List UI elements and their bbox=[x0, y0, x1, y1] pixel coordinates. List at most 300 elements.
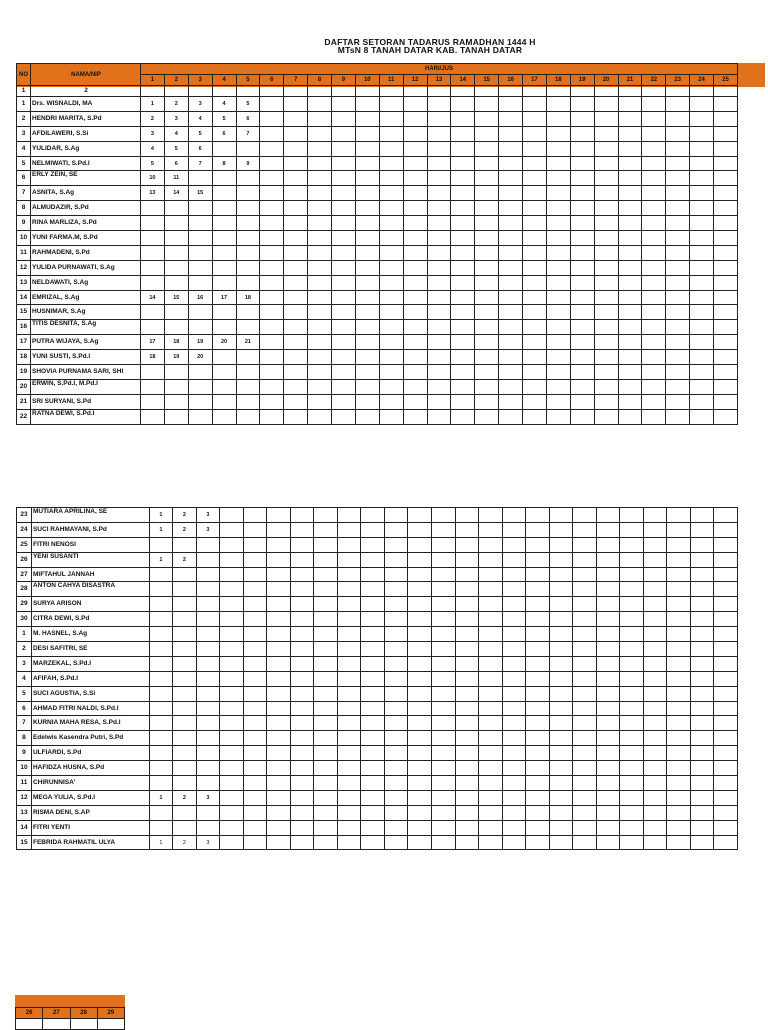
empty-cell bbox=[384, 508, 408, 523]
empty-cell bbox=[499, 305, 523, 320]
empty-cell bbox=[523, 290, 547, 305]
table-row bbox=[17, 835, 738, 850]
empty-cell bbox=[594, 216, 618, 231]
empty-cell bbox=[308, 231, 332, 246]
empty-cell bbox=[526, 820, 550, 835]
empty-cell bbox=[332, 394, 356, 409]
empty-cell bbox=[549, 582, 573, 597]
teacher-name: YUNI SUSTI, S.Pd.I bbox=[31, 350, 141, 365]
empty-cell bbox=[308, 97, 332, 112]
empty-cell bbox=[97, 1019, 124, 1030]
empty-cell bbox=[526, 567, 550, 582]
empty-cell bbox=[212, 379, 236, 394]
empty-cell bbox=[220, 612, 244, 627]
empty-cell bbox=[149, 597, 173, 612]
empty-cell bbox=[643, 537, 667, 552]
empty-cell bbox=[284, 141, 308, 156]
empty-cell bbox=[332, 245, 356, 260]
empty-cell bbox=[666, 350, 690, 365]
row-number: 20 bbox=[17, 379, 31, 394]
empty-cell bbox=[549, 522, 573, 537]
empty-cell bbox=[361, 731, 385, 746]
table-row bbox=[17, 365, 738, 380]
empty-cell bbox=[479, 656, 503, 671]
empty-cell bbox=[570, 379, 594, 394]
empty-cell bbox=[526, 642, 550, 657]
empty-cell bbox=[546, 365, 570, 380]
empty-cell bbox=[667, 537, 691, 552]
empty-cell bbox=[212, 201, 236, 216]
empty-cell bbox=[502, 522, 526, 537]
empty-cell bbox=[308, 171, 332, 186]
empty-cell bbox=[455, 612, 479, 627]
row-number: 27 bbox=[17, 567, 32, 582]
empty-cell bbox=[149, 776, 173, 791]
empty-cell bbox=[451, 171, 475, 186]
empty-cell bbox=[666, 126, 690, 141]
empty-cell bbox=[475, 126, 499, 141]
empty-cell bbox=[260, 86, 284, 97]
empty-cell bbox=[384, 522, 408, 537]
row-number: 12 bbox=[17, 790, 32, 805]
empty-cell bbox=[690, 552, 714, 567]
day-column-header: 9 bbox=[332, 75, 356, 86]
empty-cell bbox=[455, 716, 479, 731]
empty-cell bbox=[384, 597, 408, 612]
empty-cell bbox=[403, 275, 427, 290]
empty-cell bbox=[403, 394, 427, 409]
empty-cell bbox=[499, 231, 523, 246]
empty-cell bbox=[523, 394, 547, 409]
empty-cell bbox=[667, 805, 691, 820]
juz-entry: 2 bbox=[173, 552, 197, 567]
empty-cell bbox=[290, 731, 314, 746]
empty-cell bbox=[594, 350, 618, 365]
empty-cell bbox=[243, 627, 267, 642]
empty-cell bbox=[596, 746, 620, 761]
empty-cell bbox=[337, 761, 361, 776]
empty-cell bbox=[620, 776, 644, 791]
empty-cell bbox=[314, 686, 338, 701]
teacher-name: YULIDA PURNAWATI, S.Ag bbox=[31, 260, 141, 275]
empty-cell bbox=[196, 597, 220, 612]
empty-cell bbox=[618, 409, 642, 424]
empty-cell bbox=[479, 761, 503, 776]
juz-entry: 5 bbox=[164, 141, 188, 156]
empty-cell bbox=[714, 716, 738, 731]
empty-cell bbox=[620, 671, 644, 686]
empty-cell bbox=[355, 320, 379, 335]
empty-cell bbox=[196, 701, 220, 716]
empty-cell bbox=[620, 686, 644, 701]
empty-cell bbox=[714, 805, 738, 820]
empty-cell bbox=[379, 86, 403, 97]
empty-cell bbox=[243, 776, 267, 791]
empty-cell bbox=[212, 365, 236, 380]
row-number: 11 bbox=[17, 245, 31, 260]
day-column-header: 21 bbox=[618, 75, 642, 86]
empty-cell bbox=[243, 582, 267, 597]
empty-cell bbox=[314, 522, 338, 537]
empty-cell bbox=[379, 365, 403, 380]
empty-cell bbox=[546, 409, 570, 424]
day-column-header: 6 bbox=[260, 75, 284, 86]
empty-cell bbox=[236, 141, 260, 156]
empty-cell bbox=[314, 776, 338, 791]
empty-cell bbox=[427, 216, 451, 231]
empty-cell bbox=[308, 111, 332, 126]
row-number: 30 bbox=[17, 612, 32, 627]
empty-cell bbox=[714, 320, 738, 335]
empty-cell bbox=[149, 805, 173, 820]
empty-cell bbox=[596, 567, 620, 582]
empty-cell bbox=[502, 552, 526, 567]
empty-cell bbox=[220, 597, 244, 612]
empty-cell bbox=[451, 394, 475, 409]
empty-cell bbox=[526, 835, 550, 850]
empty-cell bbox=[594, 305, 618, 320]
table-row bbox=[17, 245, 738, 260]
empty-cell bbox=[308, 186, 332, 201]
empty-cell bbox=[290, 582, 314, 597]
empty-cell bbox=[379, 350, 403, 365]
empty-cell bbox=[570, 320, 594, 335]
empty-cell bbox=[643, 820, 667, 835]
empty-cell bbox=[526, 656, 550, 671]
juz-entry: 1 bbox=[149, 552, 173, 567]
empty-cell bbox=[666, 394, 690, 409]
juz-entry: 1 bbox=[149, 790, 173, 805]
empty-cell bbox=[149, 612, 173, 627]
empty-cell bbox=[526, 790, 550, 805]
empty-cell bbox=[455, 686, 479, 701]
empty-cell bbox=[141, 379, 165, 394]
teacher-name: AFDILAWERI, S.Si bbox=[31, 126, 141, 141]
empty-cell bbox=[475, 350, 499, 365]
row-number: 22 bbox=[17, 409, 31, 424]
empty-cell bbox=[642, 245, 666, 260]
empty-cell bbox=[196, 582, 220, 597]
empty-cell bbox=[642, 86, 666, 97]
day-column-header: 24 bbox=[690, 75, 714, 86]
empty-cell bbox=[408, 761, 432, 776]
empty-cell bbox=[408, 582, 432, 597]
empty-cell bbox=[290, 701, 314, 716]
empty-cell bbox=[526, 701, 550, 716]
empty-cell bbox=[523, 216, 547, 231]
row-number: 21 bbox=[17, 394, 31, 409]
teacher-name: Edelwis Kasendra Putri, S.Pd bbox=[31, 731, 149, 746]
empty-cell bbox=[690, 335, 714, 350]
empty-cell bbox=[384, 790, 408, 805]
empty-cell bbox=[714, 305, 738, 320]
empty-cell bbox=[212, 350, 236, 365]
empty-cell bbox=[290, 776, 314, 791]
empty-cell bbox=[690, 776, 714, 791]
empty-cell bbox=[236, 260, 260, 275]
empty-cell bbox=[379, 275, 403, 290]
row-number: 28 bbox=[17, 582, 32, 597]
empty-cell bbox=[690, 716, 714, 731]
empty-cell bbox=[260, 320, 284, 335]
empty-cell bbox=[149, 746, 173, 761]
teacher-name: HENDRI MARITA, S.Pd bbox=[31, 111, 141, 126]
empty-cell bbox=[196, 776, 220, 791]
teacher-name: AFIFAH, S.Pd.I bbox=[31, 671, 149, 686]
empty-cell bbox=[314, 597, 338, 612]
empty-cell bbox=[196, 567, 220, 582]
empty-cell bbox=[403, 126, 427, 141]
teacher-name: SRI SURYANI, S.Pd bbox=[31, 394, 141, 409]
empty-cell bbox=[523, 186, 547, 201]
empty-cell bbox=[403, 97, 427, 112]
empty-cell bbox=[427, 186, 451, 201]
teacher-name: NELMIWATI, S.Pd.I bbox=[31, 156, 141, 171]
empty-cell bbox=[384, 776, 408, 791]
empty-cell bbox=[384, 746, 408, 761]
empty-cell bbox=[149, 701, 173, 716]
empty-cell bbox=[149, 537, 173, 552]
empty-cell bbox=[188, 201, 212, 216]
empty-cell bbox=[337, 537, 361, 552]
empty-cell bbox=[260, 350, 284, 365]
juz-entry: 7 bbox=[188, 156, 212, 171]
empty-cell bbox=[427, 409, 451, 424]
empty-cell bbox=[643, 671, 667, 686]
empty-cell bbox=[549, 805, 573, 820]
empty-cell bbox=[173, 731, 197, 746]
empty-cell bbox=[188, 86, 212, 97]
empty-cell bbox=[355, 186, 379, 201]
empty-cell bbox=[284, 171, 308, 186]
empty-cell bbox=[526, 582, 550, 597]
empty-cell bbox=[499, 409, 523, 424]
juz-entry: 18 bbox=[141, 350, 165, 365]
empty-cell bbox=[188, 216, 212, 231]
juz-entry: 4 bbox=[164, 126, 188, 141]
empty-cell bbox=[573, 508, 597, 523]
empty-cell bbox=[642, 260, 666, 275]
row-number: 14 bbox=[17, 290, 31, 305]
empty-cell bbox=[714, 776, 738, 791]
empty-cell bbox=[526, 746, 550, 761]
empty-cell bbox=[714, 790, 738, 805]
empty-cell bbox=[384, 642, 408, 657]
day-column-header: 25 bbox=[714, 75, 738, 86]
empty-cell bbox=[427, 305, 451, 320]
empty-cell bbox=[451, 201, 475, 216]
teacher-name: YUNI FARMA.M, S.Pd bbox=[31, 231, 141, 246]
empty-cell bbox=[714, 335, 738, 350]
teacher-name: SHOVIA PURNAMA SARI, SHI bbox=[31, 365, 141, 380]
empty-cell bbox=[267, 776, 291, 791]
empty-cell bbox=[260, 379, 284, 394]
empty-cell bbox=[427, 231, 451, 246]
empty-cell bbox=[594, 379, 618, 394]
table-row bbox=[17, 567, 738, 582]
empty-cell bbox=[290, 805, 314, 820]
empty-cell bbox=[284, 201, 308, 216]
empty-cell bbox=[451, 86, 475, 97]
empty-cell bbox=[432, 582, 456, 597]
empty-cell bbox=[526, 731, 550, 746]
empty-cell bbox=[361, 820, 385, 835]
empty-cell bbox=[332, 171, 356, 186]
empty-cell bbox=[361, 597, 385, 612]
empty-cell bbox=[188, 275, 212, 290]
teacher-name: RISMA DENI, S.AP bbox=[31, 805, 149, 820]
empty-cell bbox=[666, 365, 690, 380]
empty-cell bbox=[196, 552, 220, 567]
empty-cell bbox=[499, 394, 523, 409]
juz-entry: 4 bbox=[212, 97, 236, 112]
empty-cell bbox=[196, 642, 220, 657]
empty-cell bbox=[570, 111, 594, 126]
empty-cell bbox=[427, 245, 451, 260]
empty-cell bbox=[361, 835, 385, 850]
empty-cell bbox=[451, 350, 475, 365]
empty-cell bbox=[502, 746, 526, 761]
day-column-header: 13 bbox=[427, 75, 451, 86]
empty-cell bbox=[455, 761, 479, 776]
teacher-name: FITRI NENOSI bbox=[31, 537, 149, 552]
empty-cell bbox=[455, 552, 479, 567]
empty-cell bbox=[666, 216, 690, 231]
empty-cell bbox=[196, 820, 220, 835]
empty-cell bbox=[284, 365, 308, 380]
empty-cell bbox=[714, 686, 738, 701]
empty-cell bbox=[220, 671, 244, 686]
teacher-name: M. HASNEL, S.Ag bbox=[31, 627, 149, 642]
empty-cell bbox=[149, 716, 173, 731]
empty-cell bbox=[523, 86, 547, 97]
empty-cell bbox=[690, 320, 714, 335]
empty-cell bbox=[267, 567, 291, 582]
table-row bbox=[17, 582, 738, 597]
empty-cell bbox=[549, 671, 573, 686]
empty-cell bbox=[432, 671, 456, 686]
empty-cell bbox=[314, 537, 338, 552]
empty-cell bbox=[594, 171, 618, 186]
juz-entry: 6 bbox=[212, 126, 236, 141]
teacher-name: MARZEKAL, S.Pd.I bbox=[31, 656, 149, 671]
empty-cell bbox=[596, 627, 620, 642]
empty-cell bbox=[499, 141, 523, 156]
empty-cell bbox=[432, 642, 456, 657]
empty-cell bbox=[499, 275, 523, 290]
empty-cell bbox=[308, 365, 332, 380]
row-number: 10 bbox=[17, 231, 31, 246]
empty-cell bbox=[643, 508, 667, 523]
empty-cell bbox=[479, 731, 503, 746]
empty-cell bbox=[260, 186, 284, 201]
empty-cell bbox=[212, 394, 236, 409]
empty-cell bbox=[173, 761, 197, 776]
empty-cell bbox=[502, 686, 526, 701]
empty-cell bbox=[596, 820, 620, 835]
empty-cell bbox=[337, 776, 361, 791]
empty-cell bbox=[690, 656, 714, 671]
empty-cell bbox=[427, 260, 451, 275]
empty-cell bbox=[284, 111, 308, 126]
empty-cell bbox=[573, 731, 597, 746]
empty-cell bbox=[332, 365, 356, 380]
empty-cell bbox=[479, 552, 503, 567]
empty-cell bbox=[290, 522, 314, 537]
empty-cell bbox=[432, 716, 456, 731]
empty-cell bbox=[455, 671, 479, 686]
empty-cell bbox=[523, 126, 547, 141]
empty-cell bbox=[643, 686, 667, 701]
empty-cell bbox=[523, 335, 547, 350]
empty-cell bbox=[573, 642, 597, 657]
empty-cell bbox=[243, 656, 267, 671]
empty-cell bbox=[714, 552, 738, 567]
empty-cell bbox=[620, 761, 644, 776]
empty-cell bbox=[455, 627, 479, 642]
empty-cell bbox=[502, 776, 526, 791]
empty-cell bbox=[212, 231, 236, 246]
empty-cell bbox=[479, 805, 503, 820]
juz-entry: 3 bbox=[141, 126, 165, 141]
empty-cell bbox=[526, 537, 550, 552]
empty-cell bbox=[642, 156, 666, 171]
empty-cell bbox=[149, 731, 173, 746]
empty-cell bbox=[267, 790, 291, 805]
empty-cell bbox=[196, 612, 220, 627]
empty-cell bbox=[188, 245, 212, 260]
empty-cell bbox=[523, 275, 547, 290]
empty-cell bbox=[455, 642, 479, 657]
juz-entry: 2 bbox=[173, 790, 197, 805]
empty-cell bbox=[355, 379, 379, 394]
empty-cell bbox=[643, 805, 667, 820]
juz-entry: 13 bbox=[141, 186, 165, 201]
empty-cell bbox=[570, 186, 594, 201]
empty-cell bbox=[690, 305, 714, 320]
empty-cell bbox=[499, 245, 523, 260]
empty-cell bbox=[475, 186, 499, 201]
empty-cell bbox=[499, 350, 523, 365]
empty-cell bbox=[642, 290, 666, 305]
row-number: 17 bbox=[17, 335, 31, 350]
empty-cell bbox=[479, 776, 503, 791]
empty-cell bbox=[451, 320, 475, 335]
empty-cell bbox=[432, 597, 456, 612]
empty-cell bbox=[361, 716, 385, 731]
empty-cell bbox=[384, 671, 408, 686]
empty-cell bbox=[403, 350, 427, 365]
empty-cell bbox=[620, 582, 644, 597]
row-number: 7 bbox=[17, 186, 31, 201]
empty-cell bbox=[714, 746, 738, 761]
empty-cell bbox=[267, 597, 291, 612]
empty-cell bbox=[314, 805, 338, 820]
juz-entry: 14 bbox=[164, 186, 188, 201]
empty-cell bbox=[643, 790, 667, 805]
empty-cell bbox=[573, 835, 597, 850]
empty-cell bbox=[337, 656, 361, 671]
empty-cell bbox=[596, 582, 620, 597]
day-column-header: 18 bbox=[546, 75, 570, 86]
empty-cell bbox=[337, 835, 361, 850]
empty-cell bbox=[618, 365, 642, 380]
empty-cell bbox=[690, 126, 714, 141]
empty-cell bbox=[475, 409, 499, 424]
empty-cell bbox=[714, 86, 738, 97]
empty-cell bbox=[267, 642, 291, 657]
empty-cell bbox=[714, 186, 738, 201]
